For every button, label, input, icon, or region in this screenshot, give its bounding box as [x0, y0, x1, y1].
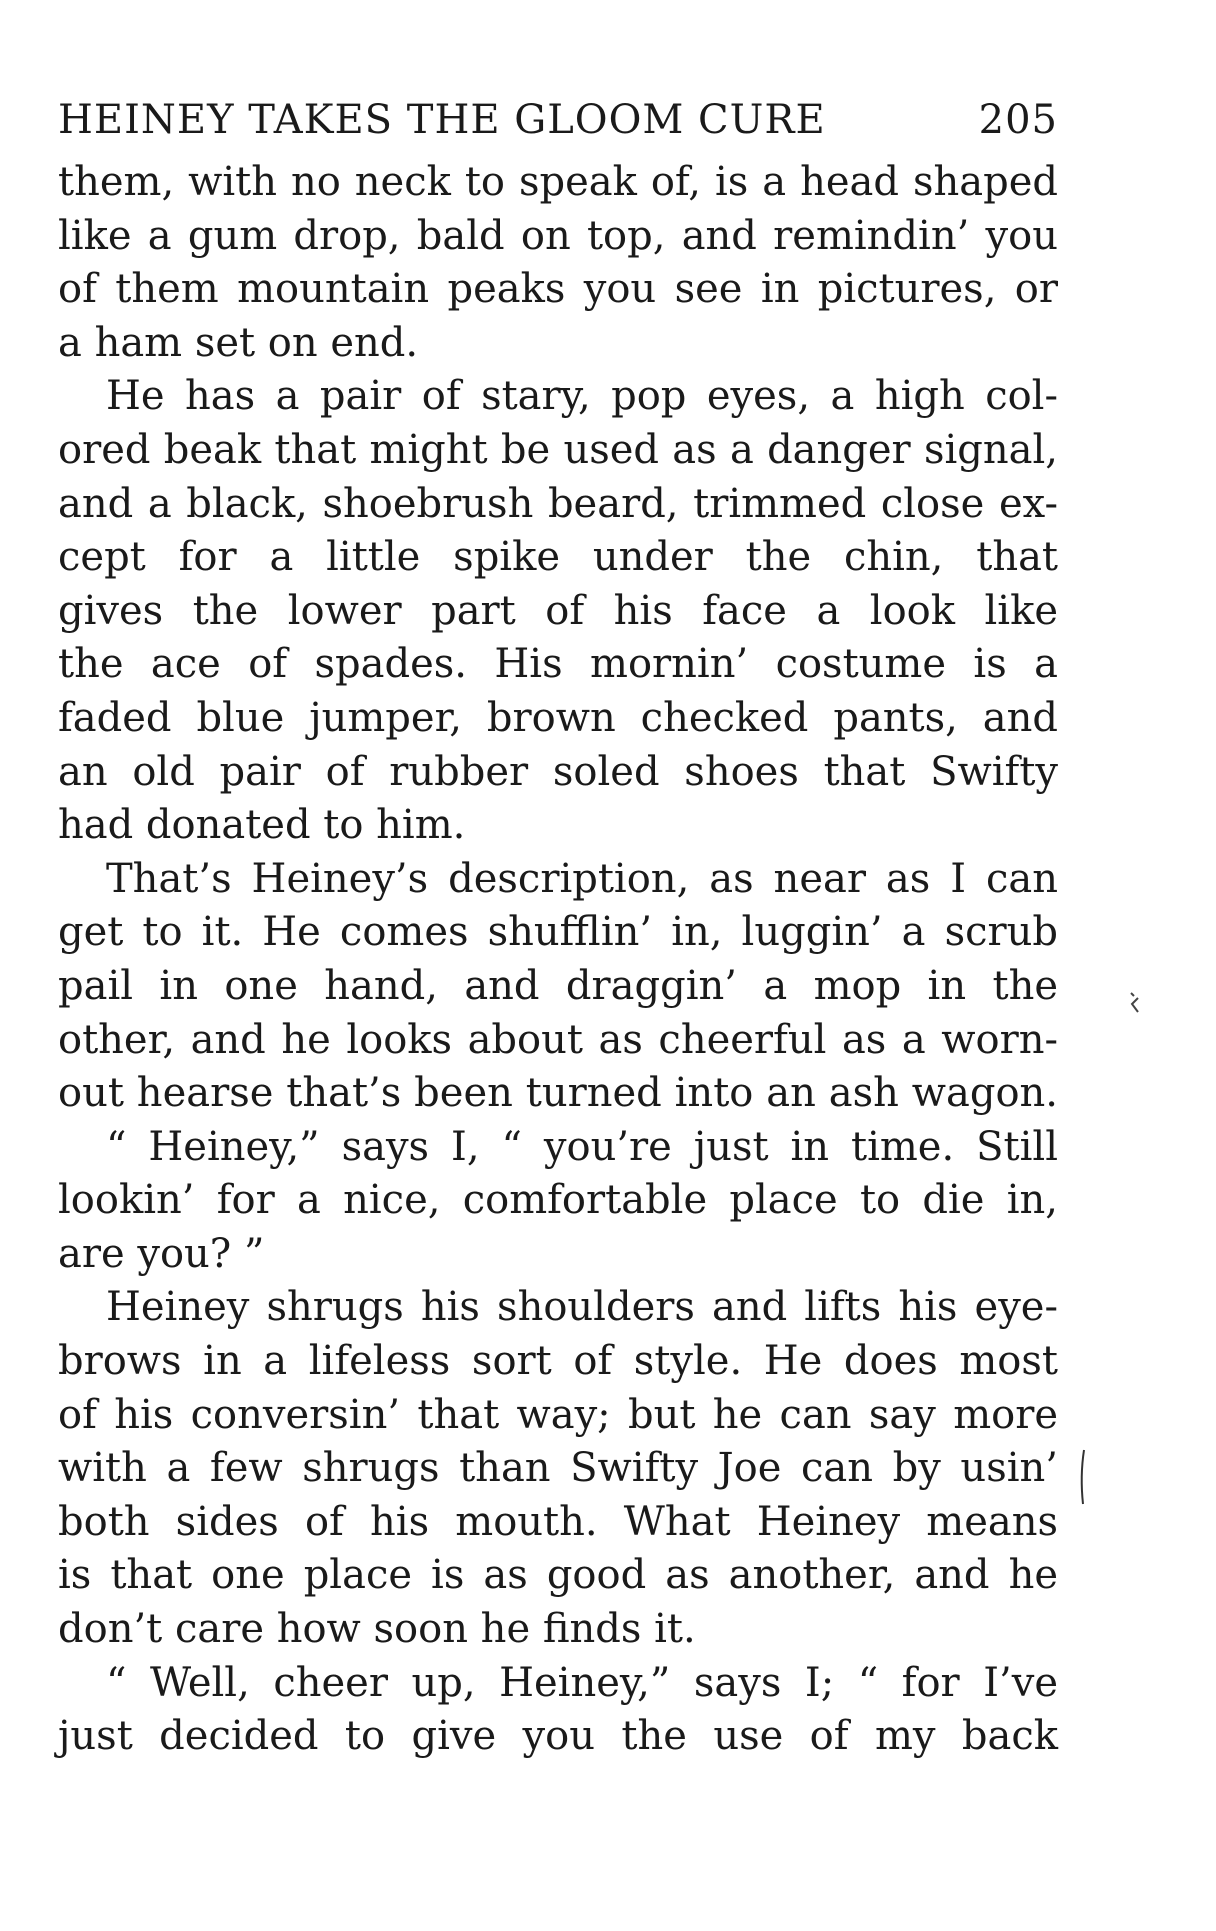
- page-body: [58, 156, 1058, 1764]
- text-line: faded blue jumper, brown checked pants, and: [58, 694, 1058, 741]
- book-page: [58, 96, 1058, 1764]
- text-line: of them mountain peaks you see in pictures, or: [58, 266, 1058, 313]
- margin-stroke: [1076, 1448, 1090, 1508]
- page-header: [58, 96, 1058, 156]
- text-line: lookin’ for a nice, comfortable place to die in,: [58, 1177, 1058, 1224]
- text-line: “ Well, cheer up, Heiney,” says I; “ for I’ve: [106, 1659, 1058, 1706]
- text-line: Heiney shrugs his shoulders and lifts his eye-: [106, 1284, 1058, 1331]
- text-line: an old pair of rubber soled shoes that Swifty: [58, 748, 1058, 795]
- text-line: cept for a little spike under the chin, that: [58, 534, 1058, 581]
- text-line: other, and he looks about as cheerful as a worn-: [58, 1016, 1058, 1063]
- text-line: pail in one hand, and draggin’ a mop in the: [58, 962, 1058, 1009]
- text-line: brows in a lifeless sort of style. He does most: [58, 1338, 1058, 1385]
- text-line: the ace of spades. His mornin’ costume is a: [58, 641, 1058, 688]
- text-line: “ Heiney,” says I, “ you’re just in time. Still: [106, 1123, 1058, 1170]
- text-line: had donated to him.: [58, 802, 466, 849]
- text-line: of his conversin’ that way; but he can say more: [58, 1391, 1058, 1438]
- text-line: is that one place is as good as another, and he: [58, 1552, 1058, 1599]
- text-line: just decided to give you the use of my back: [58, 1713, 1058, 1760]
- text-line: like a gum drop, bald on top, and remindin’ you: [58, 212, 1058, 259]
- text-line: out hearse that’s been turned into an ash wagon.: [58, 1070, 1058, 1117]
- text-line: ored beak that might be used as a danger signal,: [58, 426, 1058, 473]
- text-line: a ham set on end.: [58, 319, 419, 366]
- text-line: get to it. He comes shufflin’ in, luggin’ a scrub: [58, 909, 1058, 956]
- text-line: don’t care how soon he finds it.: [58, 1606, 696, 1653]
- text-line: He has a pair of stary, pop eyes, a high col-: [106, 373, 1058, 420]
- text-line: both sides of his mouth. What Heiney means: [58, 1498, 1058, 1545]
- text-line: gives the lower part of his face a look like: [58, 587, 1058, 634]
- text-line: and a black, shoebrush beard, trimmed close ex-: [58, 480, 1058, 527]
- text-line: are you? ”: [58, 1230, 265, 1277]
- running-title: HEINEY TAKES THE GLOOM CURE: [58, 97, 826, 143]
- text-line: That’s Heiney’s description, as near as I can: [106, 855, 1058, 902]
- text-line: with a few shrugs than Swifty Joe can by usin’: [58, 1445, 1058, 1492]
- text-line: them, with no neck to speak of, is a head shaped: [58, 159, 1058, 205]
- page-number: 205: [978, 97, 1058, 143]
- margin-speck: [1128, 990, 1144, 1016]
